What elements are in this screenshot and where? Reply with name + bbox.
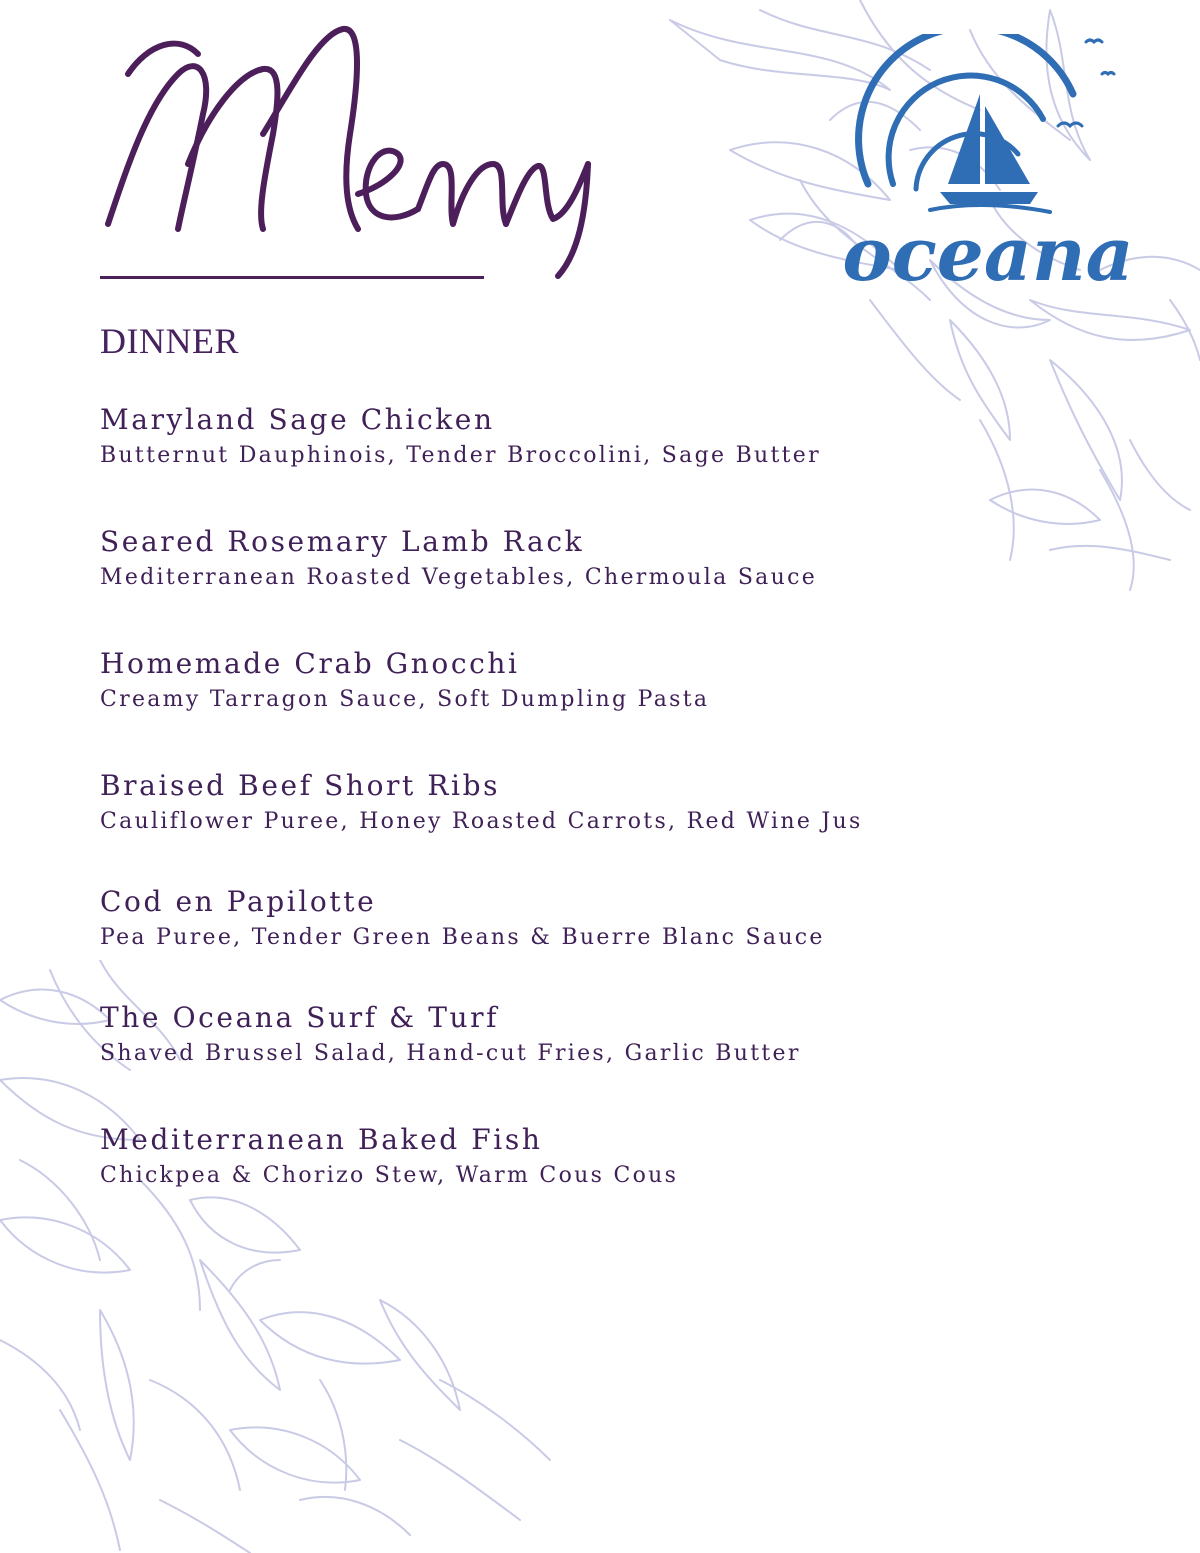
dish-name: The Oceana Surf & Turf: [100, 1001, 500, 1034]
dish-name: Mediterranean Baked Fish: [100, 1123, 543, 1156]
menu-item: [100, 1000, 1100, 1122]
menu-list: [100, 402, 1100, 1244]
dish-name: Seared Rosemary Lamb Rack: [100, 525, 585, 558]
dish-description: Chickpea & Chorizo Stew, Warm Cous Cous: [100, 1163, 679, 1188]
menu-item: [100, 646, 1100, 768]
title-underline: [100, 276, 484, 279]
dish-name: Braised Beef Short Ribs: [100, 769, 501, 802]
menu-item: [100, 524, 1100, 646]
oceana-logo: [818, 34, 1158, 294]
dish-name: Homemade Crab Gnocchi: [100, 647, 520, 680]
dish-description: Butternut Dauphinois, Tender Broccolini, Sage Butter: [100, 443, 821, 468]
dish-description: Pea Puree, Tender Green Beans & Buerre Blanc Sauce: [100, 925, 825, 950]
dish-name: Cod en Papilotte: [100, 885, 377, 918]
dish-description: Cauliflower Puree, Honey Roasted Carrots, Red Wine Jus: [100, 809, 863, 834]
menu-item: [100, 1122, 1100, 1244]
sailboat-icon: [930, 94, 1050, 212]
dish-name: Maryland Sage Chicken: [100, 403, 495, 436]
menu-title-script: [88, 14, 608, 284]
dish-description: Creamy Tarragon Sauce, Soft Dumpling Pasta: [100, 687, 710, 712]
menu-item: [100, 884, 1100, 1000]
dish-description: Mediterranean Roasted Vegetables, Chermoula Sauce: [100, 565, 818, 590]
menu-item: [100, 402, 1100, 524]
section-title: DINNER: [100, 321, 239, 361]
dish-description: Shaved Brussel Salad, Hand-cut Fries, Garlic Butter: [100, 1041, 801, 1066]
menu-item: [100, 768, 1100, 884]
brand-wordmark: oceana: [842, 212, 1134, 294]
